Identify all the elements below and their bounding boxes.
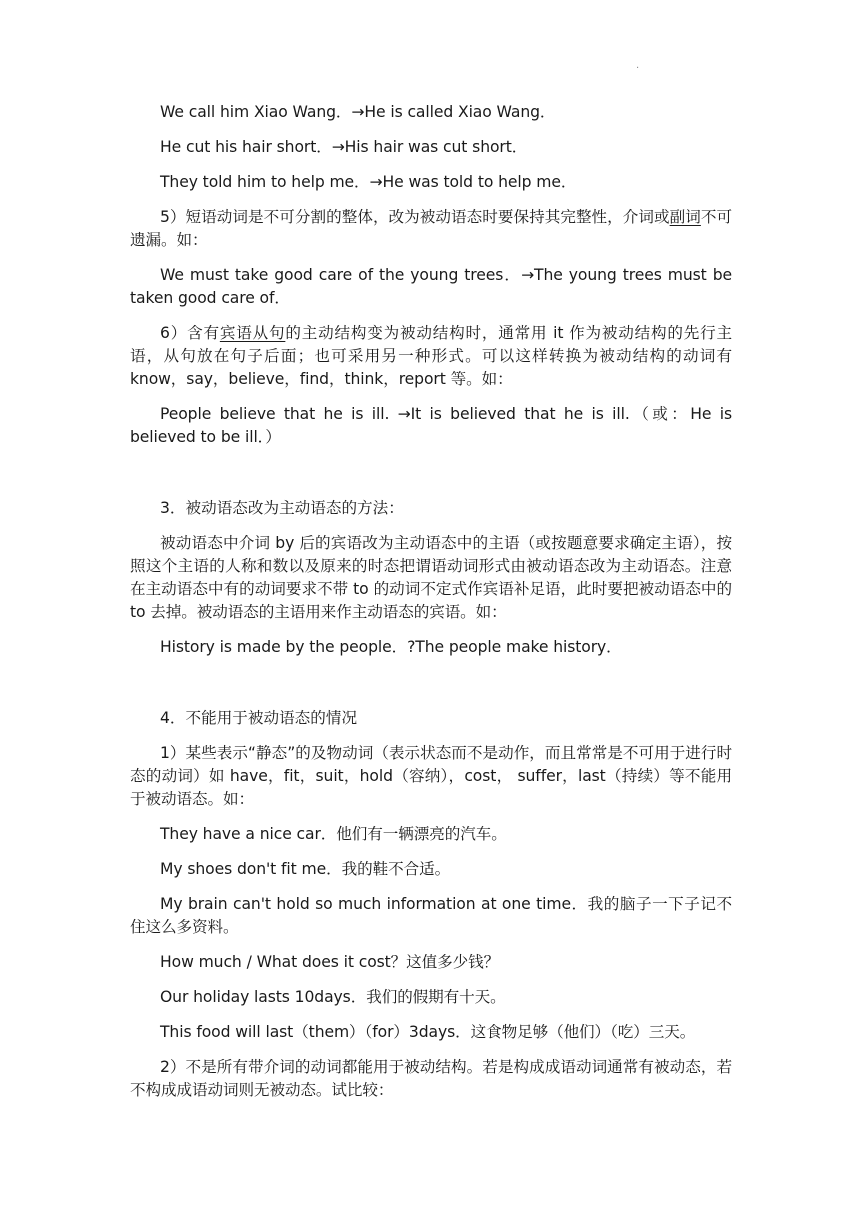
rule-6-text-a: 6）含有 [160, 324, 220, 342]
section-4-heading: 4．不能用于被动语态的情况 [160, 709, 358, 727]
example-take-care: We must take good care of the young trees．→The young trees must be taken good care of． [130, 266, 732, 307]
rule-6-text-b: 的主动结构变为被动结构时，通常用 it 作为被动结构的先行主语，从句放在句子后面；也可采用另一种形式。可以这样转换为被动结构的动词有 know，say，believe，find，think，report 等。如： [130, 324, 732, 388]
example-cost: How much / What does it cost？这值多少钱？ [160, 953, 500, 971]
rule-1-stative-verbs: 1）某些表示“静态”的及物动词（表示状态而不是动作，而且常常是不可用于进行时态的动词）如 have，fit，suit，hold（容纳），cost， suffer，last（持续）等不能用于被动语态。如： [130, 744, 732, 808]
example-nice-car: They have a nice car．他们有一辆漂亮的汽车。 [160, 825, 507, 843]
example-cut-hair: He cut his hair short．→His hair was cut short． [160, 138, 528, 156]
link-object-clause[interactable]: 宾语从句 [219, 324, 286, 342]
example-history: History is made by the people．?The people make history． [160, 638, 622, 656]
example-shoes-fit: My shoes don't fit me．我的鞋不合适。 [160, 860, 451, 878]
rule-6-object-clause [130, 322, 732, 391]
section-gap [130, 461, 732, 497]
example-believe-ill: People believe that he is ill. →It is believed that he is ill.（或：He is believed to be ill．） [130, 405, 732, 446]
section-3-heading: 3．被动语态改为主动语态的方法： [160, 499, 404, 517]
section-gap [130, 671, 732, 707]
link-adverb[interactable]: 副词 [669, 208, 701, 226]
section-3-body: 被动语态中介词 by 后的宾语改为主动语态中的主语（或按题意要求确定主语），按照这个主语的人称和数以及原来的时态把谓语动词形式由被动语态改为主动语态。注意在主动语态中有的动词要求不带 to 的动词不定式作宾语补足语，此时要把被动语态中的 to 去掉。被动语态的主语用来作主动语态的宾语。如： [130, 534, 732, 621]
example-food-last: This food will last（them）（for）3days．这食物足够（他们）（吃）三天。 [160, 1023, 696, 1041]
rule-5-text-a: 5）短语动词是不可分割的整体，改为被动语态时要保持其完整性，介词或 [160, 208, 670, 226]
rule-2-prepositional-verbs: 2）不是所有带介词的动词都能用于被动结构。若是构成成语动词通常有被动态，若不构成成语动词则无被动态。试比较： [130, 1058, 732, 1099]
example-told-him: They told him to help me．→He was told to help me． [160, 173, 577, 191]
document-body [130, 101, 732, 1114]
rule-5-phrasal-verbs [130, 206, 732, 252]
page-dot-mark: . [636, 60, 640, 71]
example-holiday: Our holiday lasts 10days．我们的假期有十天。 [160, 988, 506, 1006]
rule-5-text-b: 不可遗漏。如： [130, 208, 732, 249]
example-call-him: We call him Xiao Wang．→He is called Xiao Wang． [160, 103, 556, 121]
example-brain-hold: My brain can't hold so much information at one time．我的脑子一下子记不住这么多资料。 [130, 895, 732, 936]
